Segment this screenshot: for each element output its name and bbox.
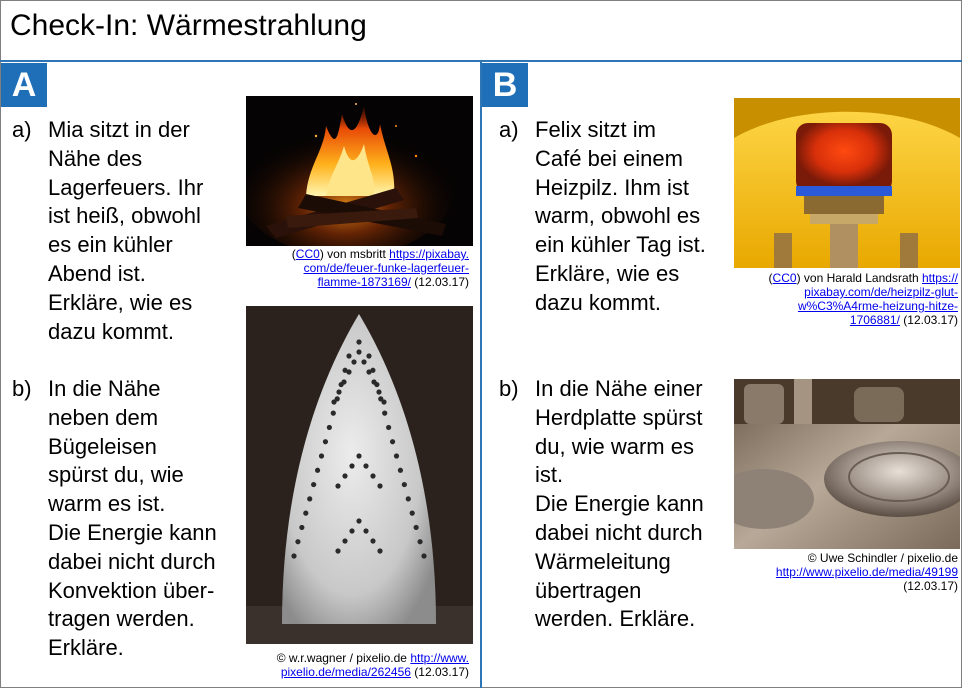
- task-b-b: [499, 375, 735, 645]
- license-link[interactable]: CC0: [772, 271, 797, 285]
- campfire-photo: [246, 96, 473, 246]
- iron-soleplate-photo: [246, 306, 473, 644]
- column-divider: [480, 62, 482, 688]
- source-link[interactable]: pixelio.de/media/262456: [280, 665, 411, 679]
- iron-credit: © w.r.wagner / pixelio.de http://www. pixelio.de/media/262456 (12.03.17): [276, 651, 469, 679]
- task-a-a: [12, 116, 242, 356]
- task-text: Felix sitzt im Café bei einem Heizpilz. Ihm ist warm, obwohl es ein kühler Tag ist. Erkläre, wie es dazu kommt.: [535, 117, 706, 315]
- source-link[interactable]: pixabay.com/de/heizpilz-glut-: [804, 285, 958, 299]
- task-text: In die Nähe einer Herdplatte spürst du, wie warm es ist. Die Energie kann dabei nicht durch Wärmeleitung übertragen werden. Erkläre.: [535, 376, 704, 632]
- stove-credit: © Uwe Schindler / pixelio.de http://www.pixelio.de/media/49199 (12.03.17): [775, 551, 958, 593]
- license-link[interactable]: CC0: [295, 247, 320, 261]
- badge-a: A: [1, 63, 47, 107]
- badge-b: B: [482, 63, 528, 107]
- source-link[interactable]: com/de/feuer-funke-lagerfeuer-: [303, 261, 469, 275]
- source-link[interactable]: http://www.pixelio.de/media/49199: [775, 565, 958, 579]
- source-link[interactable]: flamme-1873169/: [317, 275, 411, 289]
- stove-hotplate-photo: [734, 379, 960, 549]
- page-title: Check-In: Wärmestrahlung: [10, 9, 367, 42]
- campfire-credit: (CC0) von msbritt https://pixabay. com/de/feuer-funke-lagerfeuer- flamme-1873169/ (12.03.17): [291, 247, 469, 289]
- source-link[interactable]: 1706881/: [849, 313, 900, 327]
- source-link[interactable]: https://pixabay.: [389, 247, 469, 261]
- source-link[interactable]: https://: [921, 271, 958, 285]
- source-link[interactable]: http://www.: [410, 651, 469, 665]
- task-marker: a): [499, 117, 519, 142]
- source-link[interactable]: w%C3%A4rme-heizung-hitze-: [797, 299, 958, 313]
- task-marker: b): [12, 376, 32, 401]
- task-marker: a): [12, 117, 32, 142]
- heater-credit: (CC0) von Harald Landsrath https:// pixabay.com/de/heizpilz-glut- w%C3%A4rme-heizung-hitze- 1706881/ (12.03.17): [768, 271, 958, 327]
- patio-heater-photo: [734, 98, 960, 268]
- task-text: In die Nähe neben dem Bügeleisen spürst du, wie warm es ist. Die Energie kann dabei nicht durch Konvektion über- tragen werden. Erkläre.: [48, 376, 217, 661]
- task-b-a: [499, 116, 735, 326]
- task-a-b: [12, 375, 242, 675]
- task-marker: b): [499, 376, 519, 401]
- task-text: Mia sitzt in der Nähe des Lagerfeuers. Ihr ist heiß, obwohl es ein kühler Abend ist. Erkläre, wie es dazu kommt.: [48, 117, 204, 344]
